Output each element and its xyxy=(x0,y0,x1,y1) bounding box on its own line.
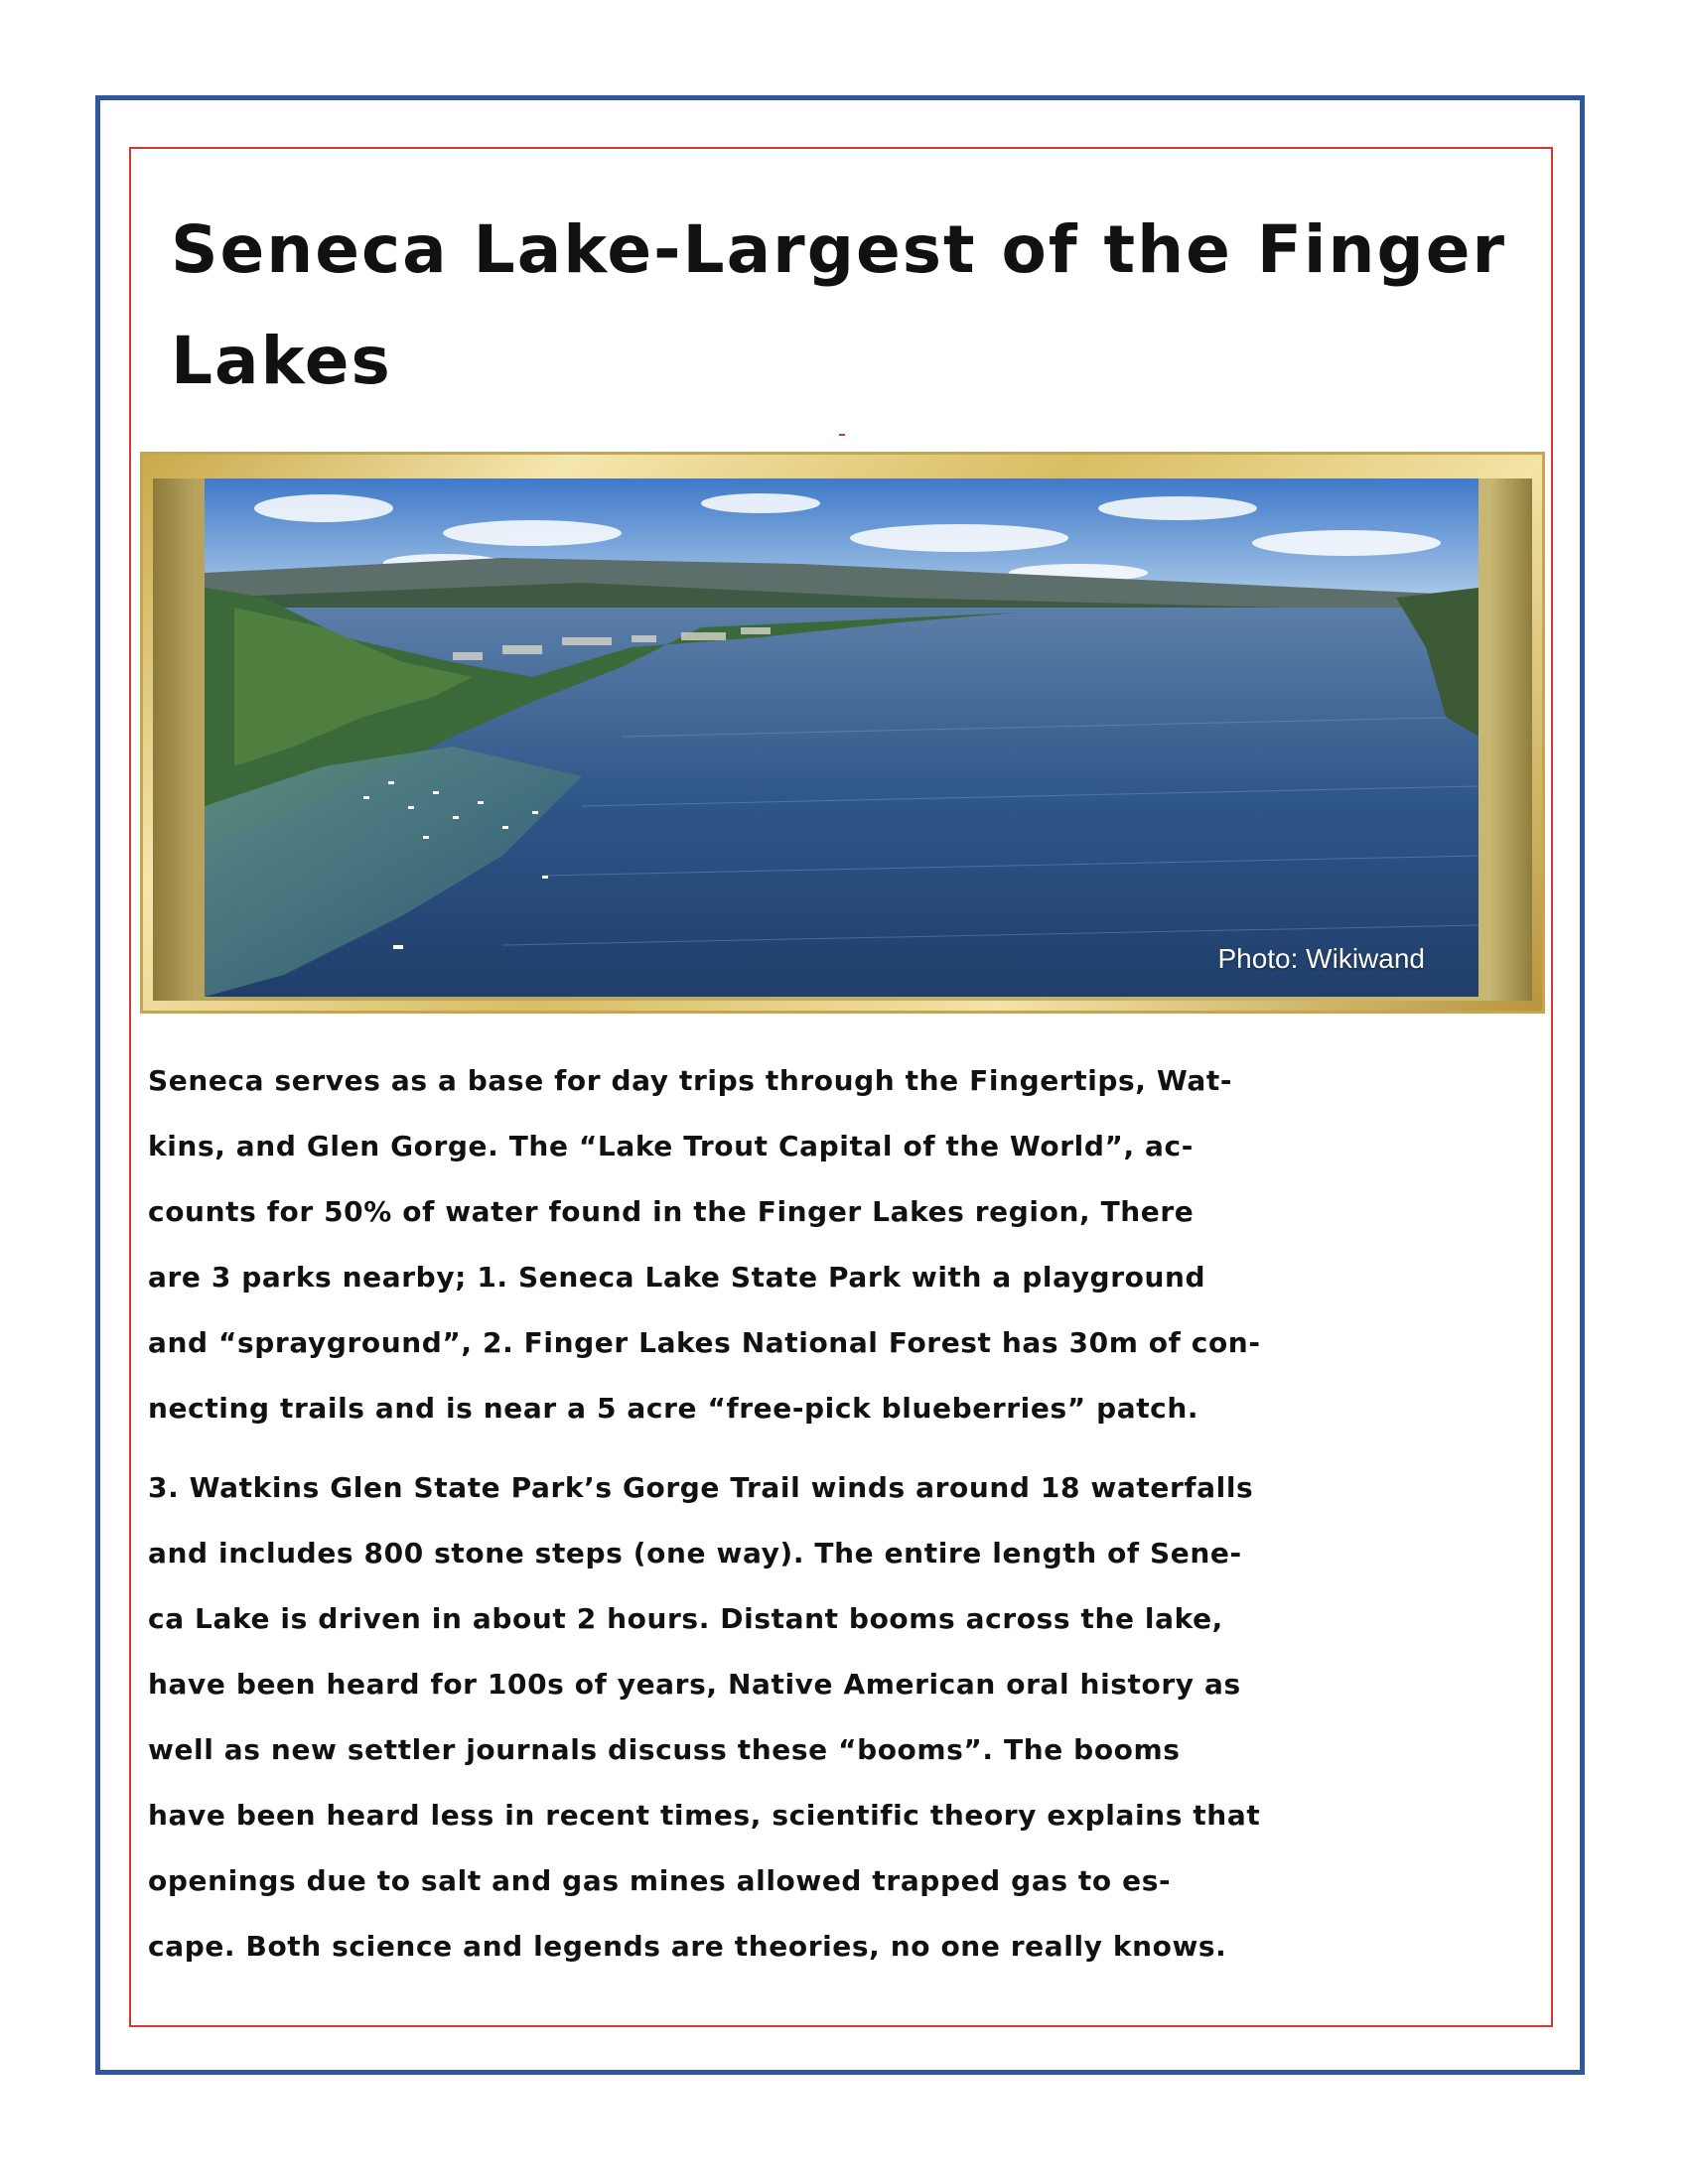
paragraph-1-line: and “sprayground”, 2. Finger Lakes National Forest has 30m of con- xyxy=(148,1326,1261,1359)
paragraph-2-line: 3. Watkins Glen State Park’s Gorge Trail winds around 18 waterfalls xyxy=(148,1471,1254,1504)
paragraph-2 xyxy=(148,1455,1548,1979)
paragraph-1-line: necting trails and is near a 5 acre “free-pick blueberries” patch. xyxy=(148,1392,1199,1425)
paragraph-2-line: have been heard for 100s of years, Native American oral history as xyxy=(148,1668,1241,1701)
paragraph-2-line: and includes 800 stone steps (one way). The entire length of Sene- xyxy=(148,1537,1242,1570)
paragraph-1-line: Seneca serves as a base for day trips through the Fingertips, Wat- xyxy=(148,1064,1233,1097)
photo-gold-frame xyxy=(140,452,1545,1014)
paragraph-1-line: counts for 50% of water found in the Finger Lakes region, There xyxy=(148,1195,1195,1228)
paragraph-2-line: openings due to salt and gas mines allowed trapped gas to es- xyxy=(148,1864,1172,1897)
decorative-mark xyxy=(839,434,845,436)
paragraph-1 xyxy=(148,1048,1548,1441)
lake-aerial-photo-drawing xyxy=(205,478,1478,997)
page-title-line-1: Seneca Lake-Largest of the Finger xyxy=(171,211,1507,288)
paragraph-2-line: have been heard less in recent times, scientific theory explains that xyxy=(148,1799,1261,1832)
page-title-line-2: Lakes xyxy=(171,323,392,399)
photo-credit: Photo: Wikiwand xyxy=(1217,943,1425,974)
page-title xyxy=(171,195,1507,417)
lake-aerial-photo xyxy=(205,478,1478,997)
paragraph-2-line: well as new settler journals discuss these “booms”. The booms xyxy=(148,1733,1181,1766)
paragraph-1-line: are 3 parks nearby; 1. Seneca Lake State Park with a playground xyxy=(148,1261,1206,1294)
paragraph-2-line: ca Lake is driven in about 2 hours. Distant booms across the lake, xyxy=(148,1602,1223,1635)
paragraph-2-line: cape. Both science and legends are theories, no one really knows. xyxy=(148,1930,1227,1963)
paragraph-1-line: kins, and Glen Gorge. The “Lake Trout Capital of the World”, ac- xyxy=(148,1130,1194,1162)
